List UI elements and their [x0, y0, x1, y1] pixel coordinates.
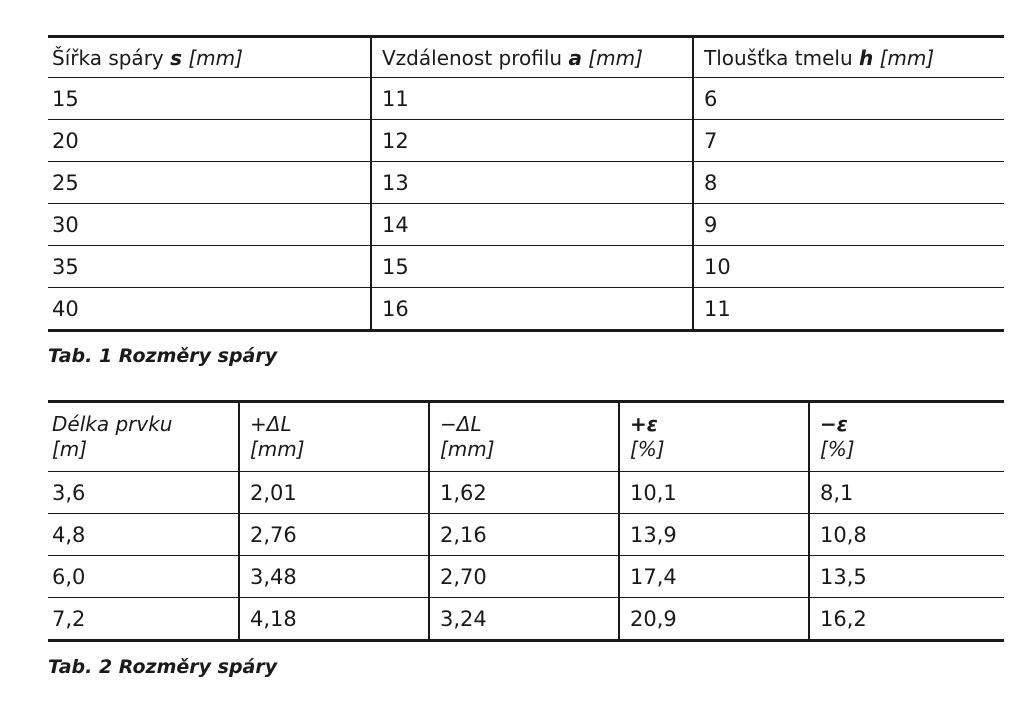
- table-cell: 2,76: [239, 514, 429, 556]
- header-text: Vzdálenost profilu: [382, 45, 569, 70]
- header-text: Šířka spáry: [52, 45, 171, 70]
- header-text: −ΔL: [440, 412, 482, 436]
- header-minus-epsilon: [809, 402, 1004, 472]
- table-cell: 20: [48, 120, 371, 162]
- table-cell: 6,0: [48, 556, 239, 598]
- table-row: [48, 288, 1004, 331]
- table-caption-2: Tab. 2 Rozměry spáry: [48, 656, 278, 678]
- header-unit: [mm]: [250, 437, 305, 461]
- header-sealant-thickness: [693, 37, 1004, 78]
- table-cell: 10,8: [809, 514, 1004, 556]
- table-row: [48, 162, 1004, 204]
- header-unit: [m]: [52, 437, 88, 461]
- table-cell: 6: [693, 78, 1004, 120]
- table-cell: 13: [371, 162, 693, 204]
- table-cell: 25: [48, 162, 371, 204]
- table-cell: 13,9: [619, 514, 809, 556]
- table-cell: 10: [693, 246, 1004, 288]
- table-row: [48, 246, 1004, 288]
- header-plus-epsilon: [619, 402, 809, 472]
- header-unit: [mm]: [182, 45, 243, 70]
- table-cell: 7: [693, 120, 1004, 162]
- header-variable: s: [170, 45, 183, 70]
- table-cell: 9: [693, 204, 1004, 246]
- table-cell: 13,5: [809, 556, 1004, 598]
- table-cell: 30: [48, 204, 371, 246]
- table-cell: 11: [371, 78, 693, 120]
- table-cell: 3,6: [48, 472, 239, 514]
- table-cell: 15: [371, 246, 693, 288]
- table-cell: 1,62: [429, 472, 619, 514]
- header-variable: a: [568, 45, 582, 70]
- header-unit: [%]: [630, 437, 665, 461]
- header-text: +ε: [630, 412, 658, 436]
- header-unit: [mm]: [581, 45, 643, 70]
- table-cell: 2,16: [429, 514, 619, 556]
- table-cell: 17,4: [619, 556, 809, 598]
- header-element-length: [48, 402, 239, 472]
- header-text: Tloušťka tmelu: [704, 45, 860, 70]
- table-cell: 3,24: [429, 598, 619, 641]
- table-header-row: [48, 402, 1004, 472]
- header-joint-width: [48, 37, 371, 78]
- table-cell: 14: [371, 204, 693, 246]
- table-row: [48, 204, 1004, 246]
- table-cell: 3,48: [239, 556, 429, 598]
- table-cell: 40: [52, 296, 79, 321]
- header-text: +ΔL: [250, 412, 292, 436]
- table-row: [48, 78, 1004, 120]
- table-cell: 35: [48, 246, 371, 288]
- table-cell: 2,70: [429, 556, 619, 598]
- table-cell: 4,18: [239, 598, 429, 641]
- table-row: [48, 472, 1004, 514]
- table-cell: 4,8: [48, 514, 239, 556]
- table-cell: 10,1: [619, 472, 809, 514]
- table-cell: 7,2: [52, 606, 86, 631]
- table-caption-1: Tab. 1 Rozměry spáry: [48, 345, 278, 367]
- table-cell: 16,2: [809, 598, 1004, 641]
- table-row: [48, 514, 1004, 556]
- table-cell: 12: [371, 120, 693, 162]
- header-unit: [mm]: [873, 45, 935, 70]
- table-header-row: [48, 37, 1004, 78]
- table-cell: 16: [371, 288, 693, 331]
- table-cell: 8: [693, 162, 1004, 204]
- header-minus-delta-l: [429, 402, 619, 472]
- table-cell: 11: [693, 288, 1004, 331]
- header-unit: [%]: [820, 437, 855, 461]
- table-cell: 8,1: [809, 472, 1004, 514]
- table-row: [48, 598, 1004, 641]
- table-cell: 15: [48, 78, 371, 120]
- header-text: −ε: [820, 412, 848, 436]
- table-row: [48, 556, 1004, 598]
- table-row: [48, 120, 1004, 162]
- header-profile-distance: [371, 37, 693, 78]
- joint-dimensions-table: [48, 35, 1004, 332]
- header-unit: [mm]: [440, 437, 495, 461]
- header-plus-delta-l: [239, 402, 429, 472]
- element-expansion-table: [48, 400, 1004, 642]
- header-text: Délka prvku: [52, 412, 173, 436]
- table-cell: 2,01: [239, 472, 429, 514]
- header-variable: h: [859, 45, 874, 70]
- table-cell: 20,9: [619, 598, 809, 641]
